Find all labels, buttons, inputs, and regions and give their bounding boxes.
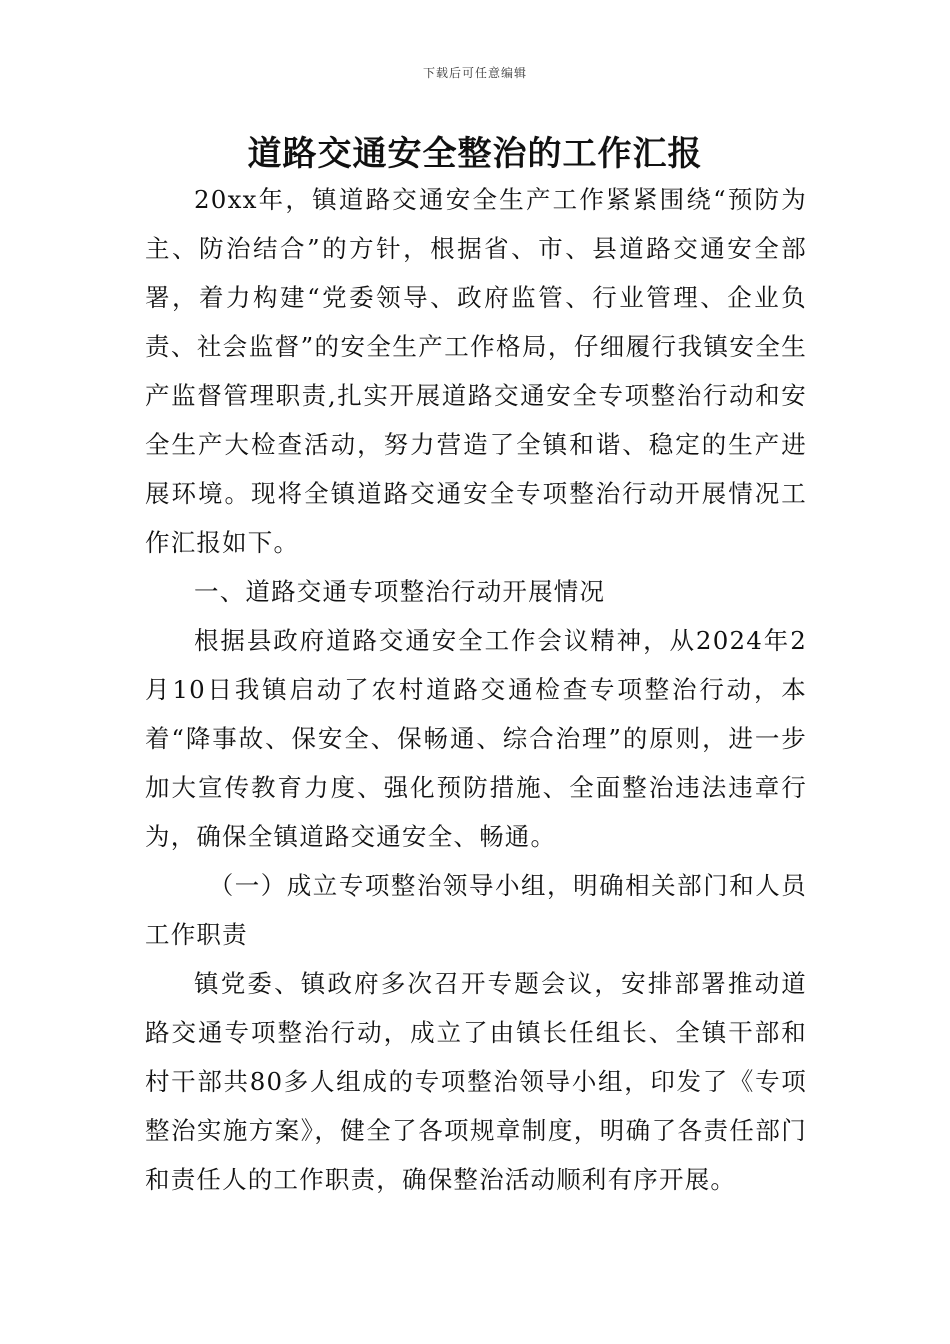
section-1-paragraph: 根据县政府道路交通安全工作会议精神，从2024年2月10日我镇启动了农村道路交通检查专项整治行动，本着“降事故、保安全、保畅通、综合治理”的原则，进一步加大宣传教育力度、强化预防措施、全面整治违法违章行为，确保全镇道路交通安全、畅通。 — [145, 626, 807, 851]
header-note: 下载后可任意编辑 — [422, 66, 527, 80]
section-heading-1: 一、道路交通专项整治行动开展情况 — [194, 577, 606, 606]
document-body — [145, 175, 807, 1204]
subsection-1-paragraph: 镇党委、镇政府多次召开专题会议，安排部署推动道路交通专项整治行动，成立了由镇长任组长、全镇干部和村干部共80多人组成的专项整治领导小组，印发了《专项整治实施方案》，健全了各项规章制度，明确了各责任部门和责任人的工作职责，确保整治活动顺利有序开展。 — [145, 969, 807, 1194]
intro-paragraph: 20xx年，镇道路交通安全生产工作紧紧围绕“预防为主、防治结合”的方针，根据省、市、县道路交通安全部署，着力构建“党委领导、政府监管、行业管理、企业负责、社会监督”的安全生产工作格局，仔细履行我镇安全生产监督管理职责,扎实开展道路交通安全专项整治行动和安全生产大检查活动，努力营造了全镇和谐、稳定的生产进展环境。现将全镇道路交通安全专项整治行动开展情况工作汇报如下。 — [145, 185, 807, 557]
subsection-heading-1: （一）成立专项整治领导小组，明确相关部门和人员工作职责 — [145, 871, 807, 949]
document-title: 道路交通安全整治的工作汇报 — [247, 134, 703, 174]
